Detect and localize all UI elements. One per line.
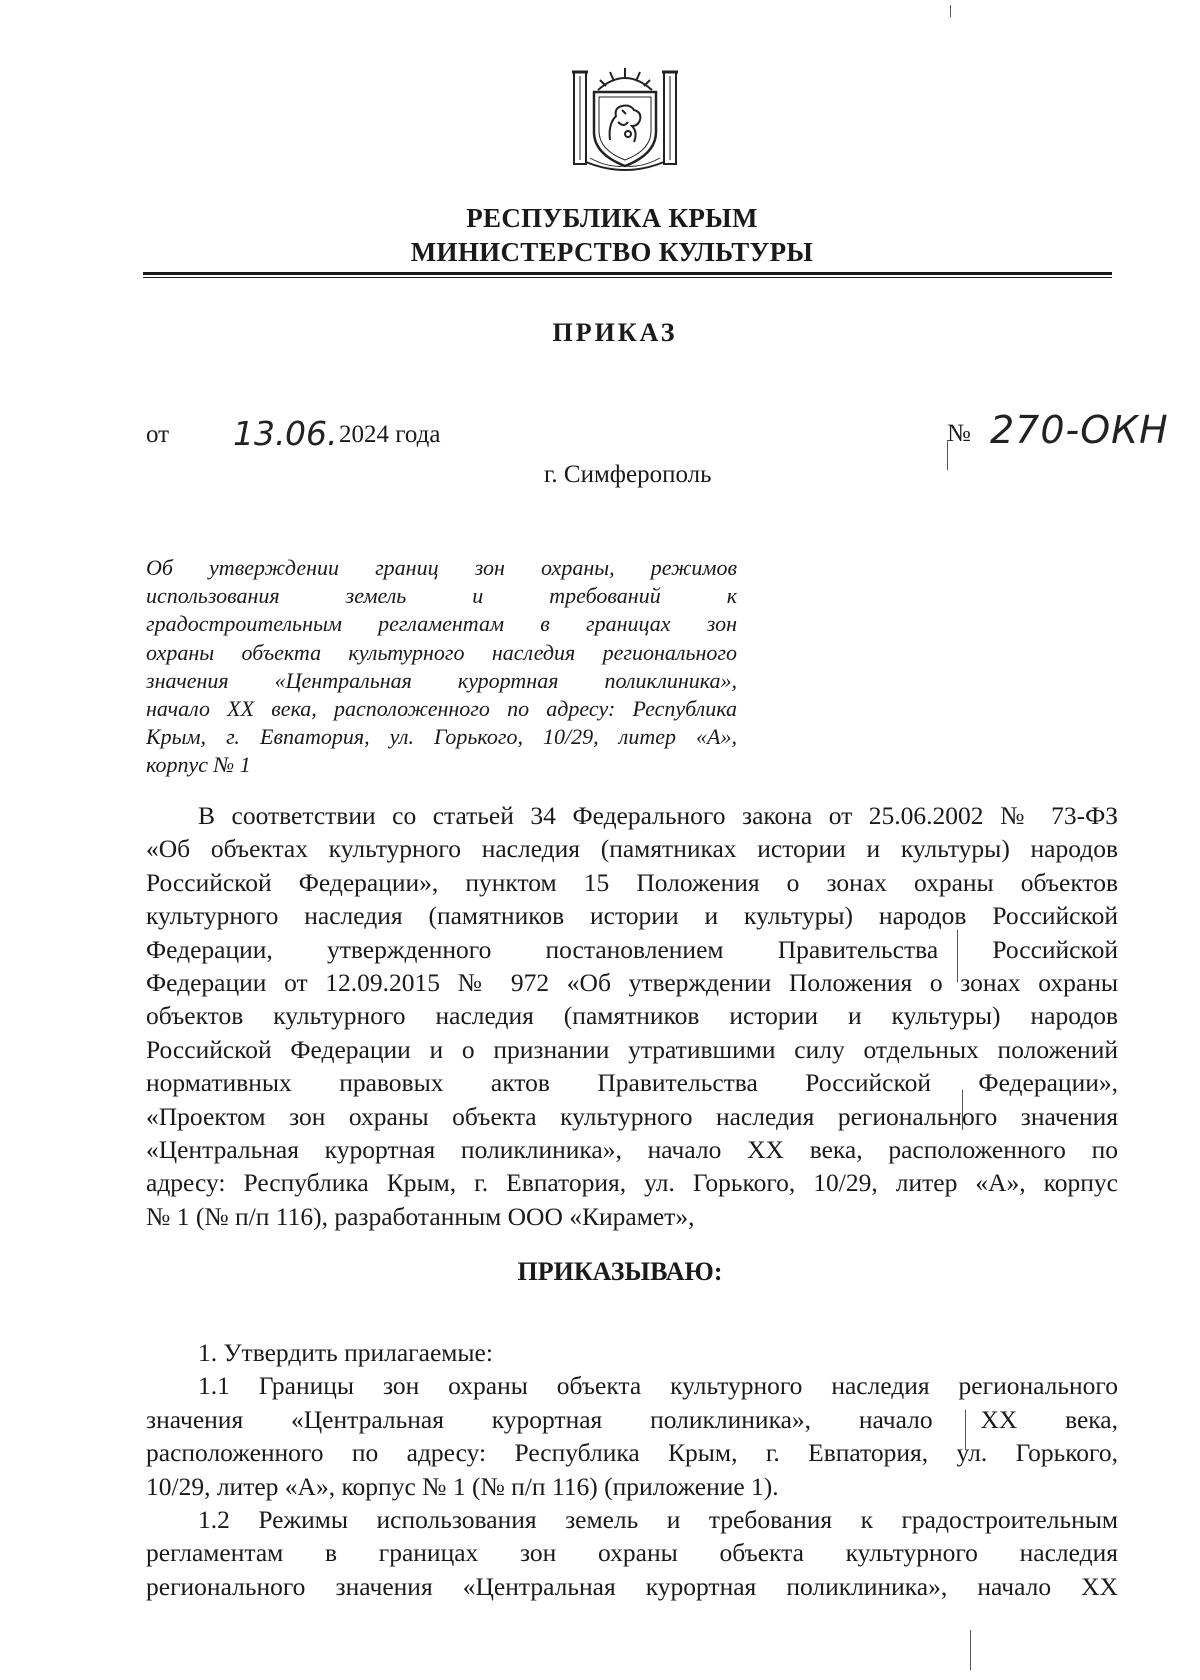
header-divider (143, 272, 1112, 275)
order-title: ПРИКАЗ (552, 318, 678, 347)
item-line: 10/29, литер «А», корпус № 1 (№ п/п 116) (приложение 1). (146, 1471, 779, 1501)
subject-line: градостроительным регламентам в границах зон (146, 611, 737, 637)
item-line: 1.2 Режимы использования земель и требования к градостроительным (198, 1504, 1118, 1534)
paragraph-line: культурного наследия (памятников истории и культуры) народов Российской (146, 901, 1118, 931)
item-line: значения «Центральная курортная поликлиника», начало XX века, (146, 1404, 1118, 1434)
paragraph-line: «Центральная курортная поликлиника», начало XX века, расположенного по (146, 1134, 1118, 1164)
scan-artifact (965, 1410, 966, 1450)
paragraph-line: «Проектом зон охраны объекта культурного наследия регионального значения (146, 1101, 1118, 1131)
city: г. Симферополь (544, 461, 712, 488)
decree-heading: ПРИКАЗЫВАЮ: (517, 1257, 723, 1286)
paragraph-line: нормативных правовых актов Правительства Российской Федерации», (146, 1068, 1118, 1098)
subject-line: значения «Центральная курортная поликлиника», (146, 667, 737, 693)
scan-artifact (957, 930, 958, 982)
date-month-handwritten: 06. (285, 414, 338, 453)
preamble-paragraph (146, 799, 1118, 1233)
order-items (146, 1336, 1118, 1603)
date-prefix: от (146, 421, 170, 448)
paragraph-line: адресу: Республика Крым, г. Евпатория, ул. Горького, 10/29, литер «А», корпус (146, 1168, 1118, 1198)
subject-line: использования земель и требований к (146, 583, 737, 609)
order-number-handwritten: 270-ОКН (990, 408, 1169, 452)
paragraph-line: № 1 (№ п/п 116), разработанным ООО «Кирамет», (146, 1201, 695, 1231)
scan-artifact (950, 5, 951, 17)
paragraph-line: Российской Федерации», пунктом 15 Положения о зонах охраны объектов (146, 867, 1118, 897)
subject-line: Крым, г. Евпатория, ул. Горького, 10/29, литер «А», (146, 724, 737, 750)
header-divider-thin (143, 277, 1112, 278)
order-number-prefix: № (947, 420, 971, 447)
scan-artifact (962, 1090, 963, 1130)
paragraph-line: Федерации, утвержденного постановлением Правительства Российской (146, 934, 1118, 964)
crimea-coat-of-arms-icon (568, 62, 682, 174)
order-subject (146, 554, 737, 780)
item-line: 1.1 Границы зон охраны объекта культурного наследия регионального (198, 1371, 1118, 1401)
ministry-heading: МИНИСТЕРСТВО КУЛЬТУРЫ (410, 237, 814, 267)
paragraph-line: объектов культурного наследия (памятников истории и культуры) народов (146, 1001, 1118, 1031)
republic-heading: РЕСПУБЛИКА КРЫМ (466, 203, 758, 233)
date-day-handwritten: 13. (233, 414, 286, 453)
scan-artifact (947, 440, 948, 470)
item-line: регламентам в границах зон охраны объекта культурного наследия (146, 1538, 1118, 1568)
paragraph-line: Российской Федерации и о признании утратившими силу отдельных положений (146, 1034, 1118, 1064)
paragraph-line: «Об объектах культурного наследия (памятниках истории и культуры) народов (146, 834, 1118, 864)
subject-line: Об утверждении границ зон охраны, режимов (146, 555, 737, 580)
subject-line: корпус № 1 (146, 752, 251, 778)
item-line: регионального значения «Центральная курортная поликлиника», начало XX (146, 1571, 1118, 1601)
paragraph-line: Федерации от 12.09.2015 № 972 «Об утверждении Положения о зонах охраны (146, 967, 1118, 997)
item-line: 1. Утвердить прилагаемые: (198, 1338, 493, 1367)
subject-line: охраны объекта культурного наследия регионального (146, 639, 737, 665)
subject-line: начало XX века, расположенного по адресу: Республика (146, 695, 737, 721)
date-year: 2024 года (339, 421, 441, 448)
item-line: расположенного по адресу: Республика Крым, г. Евпатория, ул. Горького, (146, 1438, 1118, 1468)
paragraph-line: В соответствии со статьей 34 Федерального закона от 25.06.2002 № 73-ФЗ (198, 801, 1118, 830)
scan-artifact (970, 1630, 971, 1670)
